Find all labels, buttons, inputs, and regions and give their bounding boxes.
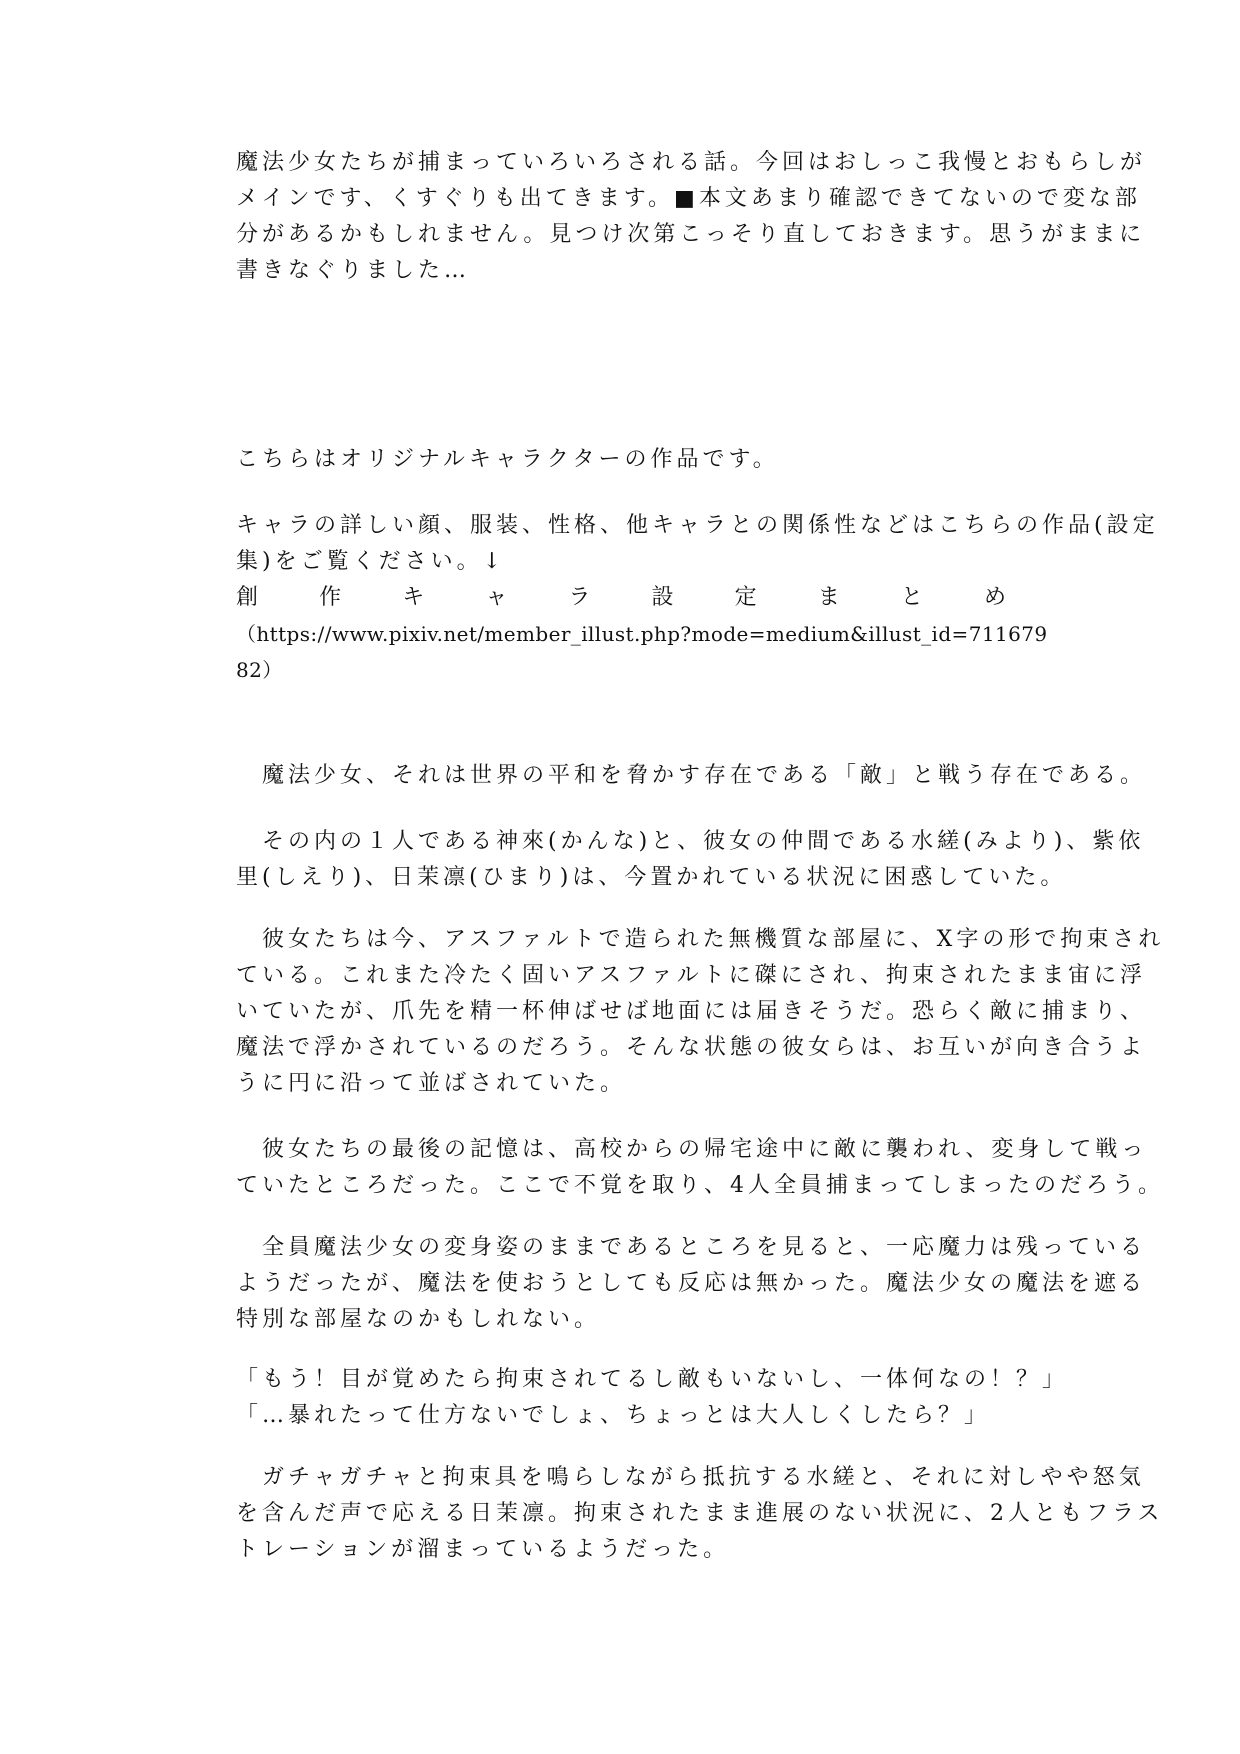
link-char: 定 [734,585,757,610]
dialogue-block [236,1362,1069,1434]
story-line: ている。これまた冷たく固いアスファルトに磔にされ、拘束されたまま宙に浮 [236,963,1147,988]
dialogue-line: 「…暴れたって仕方ないでしょ、ちょっとは大人しくしたら？」 [236,1403,991,1428]
reference-line: キャラの詳しい顔、服装、性格、他キャラとの関係性などはこちらの作品(設定 [236,513,1159,538]
story-paragraph [236,1460,1164,1568]
story-line: いていたが、爪先を精一杯伸ばせば地面には届きそうだ。恐らく敵に捕まり、 [236,999,1147,1024]
story-paragraph [236,824,1145,896]
story-line: 全員魔法少女の変身姿のままであるところを見ると、一応魔力は残っている [236,1235,1147,1260]
link-char: キ [402,585,425,610]
original-notice-text: こちらはオリジナルキャラクターの作品です。 [236,447,779,472]
link-char: め [983,585,1006,610]
story-line: 魔法で浮かされているのだろう。そんな状態の彼女らは、お互いが向き合うよ [236,1035,1147,1060]
settings-link-url[interactable]: （https://www.pixiv.net/member_illust.php?mode=medium&illust_id=711679 [236,622,1048,646]
story-line: 魔法少女、それは世界の平和を脅かす存在である「敵」と戦う存在である。 [236,763,1147,788]
summary-line: 魔法少女たちが捕まっていろいろされる話。今回はおしっこ我慢とおもらしが [236,150,1147,175]
story-line: うに円に沿って並ばされていた。 [236,1071,627,1096]
story-line: その内の１人である神來(かんな)と、彼女の仲間である水縒(みより)、紫依 [236,829,1145,854]
story-paragraph [236,922,1165,1102]
story-line: 特別な部屋なのかもしれない。 [236,1307,601,1332]
summary-paragraph [236,145,1147,289]
story-line: ガチャガチャと拘束具を鳴らしながら抵抗する水縒と、それに対しやや怒気 [236,1465,1145,1490]
story-line: 彼女たちの最後の記憶は、高校からの帰宅途中に敵に襲われ、変身して戦っ [236,1137,1148,1162]
link-char: ラ [568,585,591,610]
link-char: と [900,585,923,610]
summary-line: メインです、くすぐりも出てきます。■本文あまり確認できてないので変な部 [236,186,1141,211]
link-char: ャ [485,585,508,610]
reference-line: 集)をご覧ください。↓ [236,549,506,574]
story-line: 彼女たちは今、アスファルトで造られた無機質な部屋に、X字の形で拘束され [236,927,1165,952]
link-char: ま [817,585,840,610]
original-notice [236,442,1006,478]
story-line: トレーションが溜まっているようだった。 [236,1537,730,1562]
link-char: 作 [319,585,342,610]
dialogue-line: 「もう！目が覚めたら拘束されてるし敵もいないし、一体何なの！？」 [236,1367,1069,1392]
story-paragraph [236,1132,1164,1204]
story-paragraph [236,758,1147,794]
link-char: 設 [651,585,674,610]
summary-line: 書きなぐりました… [236,258,471,283]
story-line: 里(しえり)、日茉凛(ひまり)は、今置かれている状況に困惑していた。 [236,865,1067,890]
reference-paragraph [236,508,1159,688]
story-paragraph [236,1230,1147,1338]
settings-link-url[interactable]: 82） [236,658,283,682]
settings-link-title[interactable] [236,580,1006,616]
story-line: ようだったが、魔法を使おうとしても反応は無かった。魔法少女の魔法を遮る [236,1271,1147,1296]
story-line: を含んだ声で応える日茉凛。拘束されたまま進展のない状況に、2人ともフラス [236,1501,1164,1526]
story-line: ていたところだった。ここで不覚を取り、4人全員捕まってしまったのだろう。 [236,1173,1164,1198]
summary-line: 分があるかもしれません。見つけ次第こっそり直しておきます。思うがままに [236,222,1146,247]
link-char: 創 [236,585,259,610]
